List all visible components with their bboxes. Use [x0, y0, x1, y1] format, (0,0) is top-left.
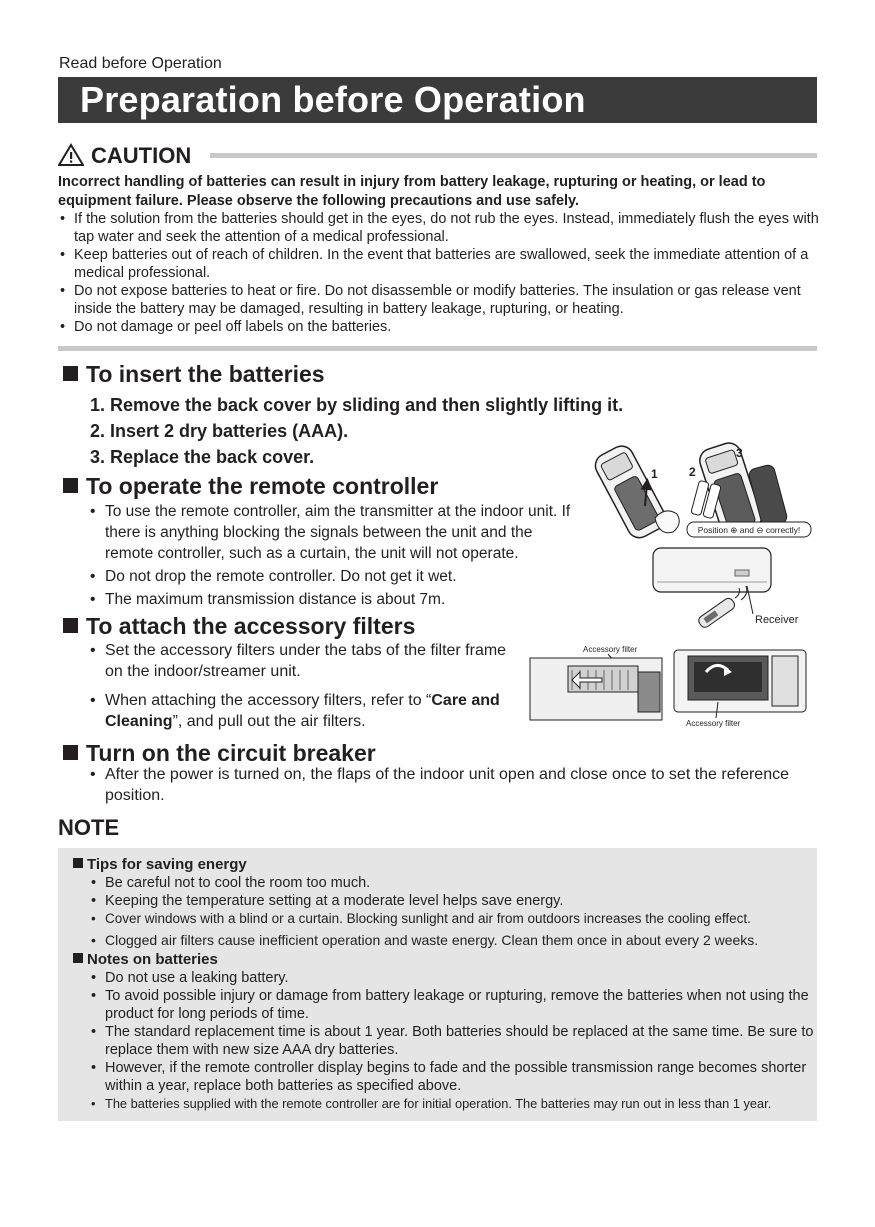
attach-filters-heading: To attach the accessory filters	[63, 612, 415, 640]
tips-list	[91, 874, 817, 949]
battery-insertion-illustration	[585, 436, 815, 636]
tips-heading: Tips for saving energy	[73, 856, 247, 874]
divider	[210, 153, 817, 158]
circuit-breaker-heading: Turn on the circuit breaker	[63, 739, 376, 767]
square-bullet-icon	[63, 366, 78, 381]
step-number: 1	[651, 467, 658, 481]
operate-remote-heading: To operate the remote controller	[63, 472, 438, 500]
breaker-list	[90, 764, 810, 806]
batteries-heading: Notes on batteries	[73, 951, 218, 969]
list-item: • The standard replacement time is about 1 year. Both batteries should be replaced at the same time. Be sure to replace them with new size AAA dry batteries.	[91, 1023, 817, 1059]
list-item: • Keeping the temperature setting at a moderate level helps save energy.	[91, 892, 817, 910]
caution-list	[58, 210, 828, 336]
warning-icon	[58, 143, 84, 167]
list-item: • Cover windows with a blind or a curtain. Blocking sunlight and air from outdoors increases the cooling effect.	[91, 910, 817, 928]
filter-frame-icon	[530, 658, 662, 720]
accessory-filter-illustration	[528, 642, 810, 732]
square-bullet-icon	[73, 858, 83, 868]
list-item: • After the power is turned on, the flaps of the indoor unit open and close once to set the reference position.	[90, 764, 810, 806]
remote-controller-icon	[697, 596, 737, 629]
list-item: • Set the accessory filters under the tabs of the filter frame on the indoor/streamer unit.	[90, 640, 520, 682]
step-number: 2	[689, 465, 696, 479]
step-item: 3. Replace the back cover.	[90, 447, 315, 467]
indoor-unit-icon	[653, 548, 771, 592]
caution-label: CAUTION	[91, 143, 192, 168]
list-item: • If the solution from the batteries should get in the eyes, do not rub the eyes. Instead, immediately flush the eyes with tap water and seek the attention of a medical professional.	[58, 210, 828, 246]
list-item: • To avoid possible injury or damage from battery leakage or rupturing, remove the batteries when not using the product for long periods of time.	[91, 987, 817, 1023]
list-item: • Do not drop the remote controller. Do not get it wet.	[90, 566, 580, 587]
list-item: • Do not damage or peel off labels on the batteries.	[58, 318, 828, 336]
list-item: • Be careful not to cool the room too much.	[91, 874, 817, 892]
care-and-cleaning-reference: Care and Cleaning	[105, 692, 500, 730]
step-item: 1. Remove the back cover by sliding and then slightly lifting it.	[90, 395, 624, 415]
list-item: • Clogged air filters cause inefficient operation and waste energy. Clean them once in about every 2 weeks.	[91, 931, 817, 949]
list-item: • Do not expose batteries to heat or fire. Do not disassemble or modify batteries. The insulation or gas release vent inside the battery may be damaged, resulting in battery leakage, rupturing, or heating.	[58, 282, 828, 318]
indoor-unit-open-icon	[674, 650, 806, 712]
step-item: 2. Insert 2 dry batteries (AAA).	[90, 421, 349, 441]
divider	[58, 346, 817, 351]
insert-batteries-heading: To insert the batteries	[63, 360, 325, 388]
square-bullet-icon	[63, 618, 78, 633]
accessory-filter-label: Accessory filter	[686, 719, 741, 728]
list-item: • However, if the remote controller display begins to fade and the possible transmission range becomes shorter within a year, replace both batteries as specified above.	[91, 1059, 817, 1095]
filters-list	[90, 640, 520, 732]
note-heading: NOTE	[58, 815, 120, 840]
page-title: Preparation before Operation	[58, 77, 817, 123]
list-item: • Do not use a leaking battery.	[91, 969, 817, 987]
list-item: • To use the remote controller, aim the transmitter at the indoor unit. If there is anything blocking the signals between the unit and the remote controller, such as a curtain, the unit will not operate.	[90, 501, 580, 564]
caution-header	[58, 143, 817, 169]
square-bullet-icon	[63, 478, 78, 493]
section-label: Read before Operation	[59, 55, 222, 72]
caution-lead: Incorrect handling of batteries can result in injury from battery leakage, rupturing or heating, or lead to equipment failure. Please observe the following precautions and use safely.	[58, 174, 766, 209]
square-bullet-icon	[63, 745, 78, 760]
step-number: 3	[736, 446, 743, 460]
list-item: • The batteries supplied with the remote controller are for initial operation. The batteries may run out in less than 1 year.	[91, 1095, 817, 1113]
list-item: • When attaching the accessory filters, refer to “Care and Cleaning”, and pull out the air filters.	[90, 690, 520, 732]
square-bullet-icon	[73, 953, 83, 963]
list-item: • Keep batteries out of reach of children. In the event that batteries are swallowed, seek the immediate attention of a medical professional.	[58, 246, 828, 282]
batteries-list	[91, 969, 817, 1113]
receiver-label: Receiver	[755, 614, 799, 626]
operate-list	[90, 501, 580, 610]
accessory-filter-label: Accessory filter	[583, 645, 638, 654]
list-item: • The maximum transmission distance is about 7m.	[90, 589, 580, 610]
position-note: Position ⊕ and ⊖ correctly!	[697, 525, 801, 535]
